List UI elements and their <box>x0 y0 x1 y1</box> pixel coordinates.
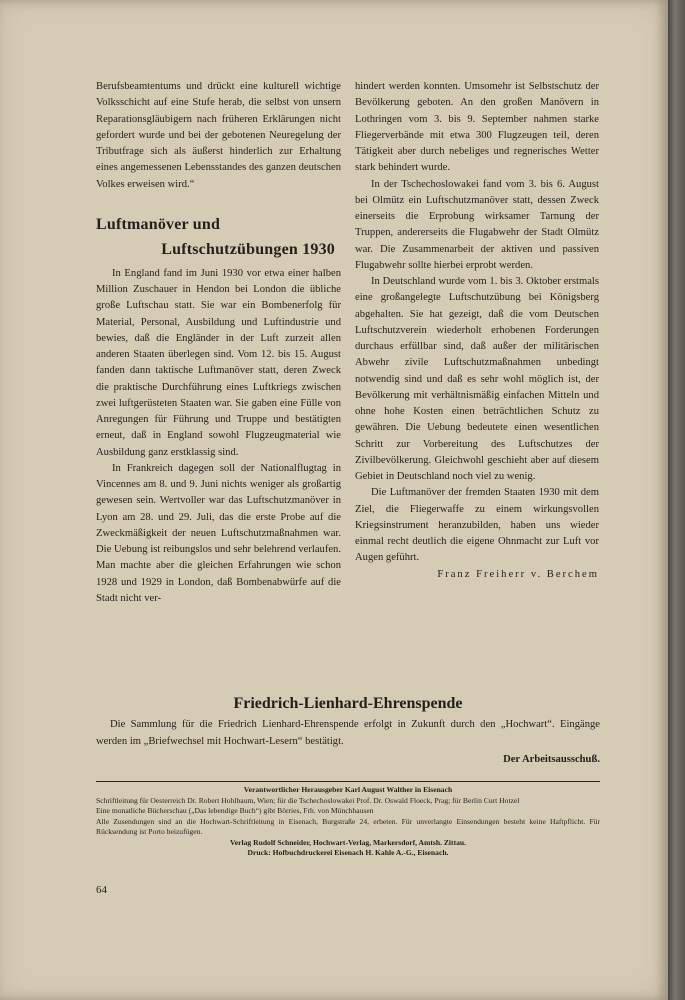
paragraph-tschechoslowakei: In der Tschechoslowakei fand vom 3. bis 6. August bei Olmütz ein Luftschutzmanöver statt, dessen Zweck einerseits die Erprobung wirksamer Tarnung der Truppen, andererseits die Flugabwehr der Stadt Olmütz war. Die Zusammenarbeit der aktiven und passiven Flugabwehr sollte hierbei erprobt werden. <box>355 178 599 271</box>
imprint-book-review: Eine monatliche Bücherschau („Das lebendige Buch“) gibt Börries, Frh. von Münchhausen <box>96 806 374 815</box>
divider-rule <box>96 781 600 782</box>
paragraph-deutschland: In Deutschland wurde vom 1. bis 3. Oktober erstmals eine großangelegte Luftschutzübung bei Königsberg abgehalten. Sie hat gezeigt, daß die vom Deutschen Luftschutzverein wiederholt erhobenen Forderungen durchaus erfüllbar sind, daß außer der militärischen Abwehr zivile Luftschutzmaßnahmen unbedingt notwendig sind und daß es sehr wohl möglich ist, der Bevölkerung mit verhältnismäßig einfachen Mitteln und ohne hohe Kosten einen beträchtlichen Schutz zu gewähren. Die Uebung bedeutete einen wesentlichen Schritt zur Vorbereitung des Luftschutzes der Zivilbevölkerung. Gleichwohl geschieht aber auf diesem Gebiet in Deutschland noch viel zu wenig. <box>355 276 599 482</box>
appeal-body: Die Sammlung für die Friedrich Lienhard-Ehrenspende erfolgt in Zukunft durch den „Hochwart“. Eingänge werden im „Briefwechsel mit Hochwart-Lesern“ bestätigt. <box>96 719 600 747</box>
section-heading-line2: Luftschutzübungen 1930 <box>161 240 335 258</box>
paragraph-conclusion: Die Luftmanöver der fremden Staaten 1930 mit dem Ziel, die Fliegerwaffe zu einem wirkungsvollen Kriegsinstrument heranzubilden, haben uns wieder einmal recht deutlich die eigene Ohnmacht zur Luft vor Augen geführt. <box>355 487 599 564</box>
paragraph-england: In England fand im Juni 1930 vor etwa einer halben Million Zuschauer in Hendon bei London die übliche große Luftschau statt. Sie war ein Bombenerfolg für Material, Personal, Ausbildung und Luftindustrie und bewies, daß die Engländer in der Luft zurzeit allen anderen Staaten überlegen sind. Vom 12. bis 15. August fanden dann taktische Luftmanöver statt, deren Zweck die praktische Durchführung eines Luftkriegs zwischen zwei luftgerüsteten Staaten war. Sie gaben eine Fülle von Anregungen für Führung und Truppe und bestätigten erneut, daß in England sowohl Flugzeugmaterial wie Ausbildung ganz erstklassig sind. <box>96 267 341 458</box>
imprint <box>96 785 600 859</box>
right-column <box>355 79 599 583</box>
right-paragraph-continued: hindert werden konnten. Umsomehr ist Selbstschutz der Bevölkerung geboten. An den großen Manövern in Lothringen vom 3. bis 9. September nahmen starke Fliegerverbände mit etwa 300 Flugzeugen teil, deren Tätigkeit aber durch nebeliges und regnerisches Wetter stark behindert wurde. <box>355 81 599 174</box>
imprint-druck: Druck: Hofbuchdruckerei Eisenach H. Kahle A.-G., Eisenach. <box>247 848 449 857</box>
section-heading <box>96 212 341 262</box>
left-column <box>96 79 341 607</box>
left-paragraph-continued: Berufsbeamtentums und drückt eine kulturell wichtige Volksschicht auf eine Stufe herab, die selbst von unsern Reparationsgläubigern nach früheren Erklärungen nicht gefordert wurde und bei der gebotenen Neuregelung der Tributfrage sich als äußerst hinderlich zur Erhaltung eines angemessenen Lebensstandes des ganzen deutschen Volkes erweisen wird.“ <box>96 81 341 190</box>
author-signature: Franz Freiherr v. Berchem <box>437 568 599 580</box>
imprint-editors: Schriftleitung für Oesterreich Dr. Robert Hohlbaum, Wien; für die Tschechoslowakei Prof. Dr. Oswald Floeck, Prag; für Berlin Curt Hotzel <box>96 795 520 805</box>
appeal-title: Friedrich-Lienhard-Ehrenspende <box>233 695 463 712</box>
imprint-publisher: Verantwortlicher Herausgeber Karl August Walther in Eisenach <box>243 785 453 794</box>
section-heading-line1: Luftmanöver und <box>96 215 221 233</box>
book-spine <box>668 0 685 1000</box>
imprint-submissions: Alle Zusendungen sind an die Hochwart-Schriftleitung in Eisenach, Burgstraße 24, erbeten. Für unverlangte Einsendungen besteht keine Haftpflicht. Für Rücksendung ist Porto beizufügen. <box>96 816 600 836</box>
imprint-verlag: Verlag Rudolf Schneider, Hochwart-Verlag, Markersdorf, Amtsh. Zittau. <box>229 837 467 847</box>
page-number: 64 <box>96 884 107 896</box>
appeal-signature: Der Arbeitsausschuß. <box>503 754 600 765</box>
paragraph-frankreich: In Frankreich dagegen soll der Nationalflugtag in Vincennes am 8. und 9. Juni nichts weniger als großartig gewesen sein. Wertvoller war das Luftschutzmanöver in Lyon am 28. und 29. Juli, das die erste Probe auf die Zweckmäßigkeit der neuen Luftschutzmaßnahmen war. Die Uebung ist reibungslos und sehr belehrend verlaufen. Man machte aber die gleichen Erfahrungen wie schon 1928 und 1929 in London, daß Bombenabwürfe auf die Stadt nicht ver- <box>96 462 341 604</box>
